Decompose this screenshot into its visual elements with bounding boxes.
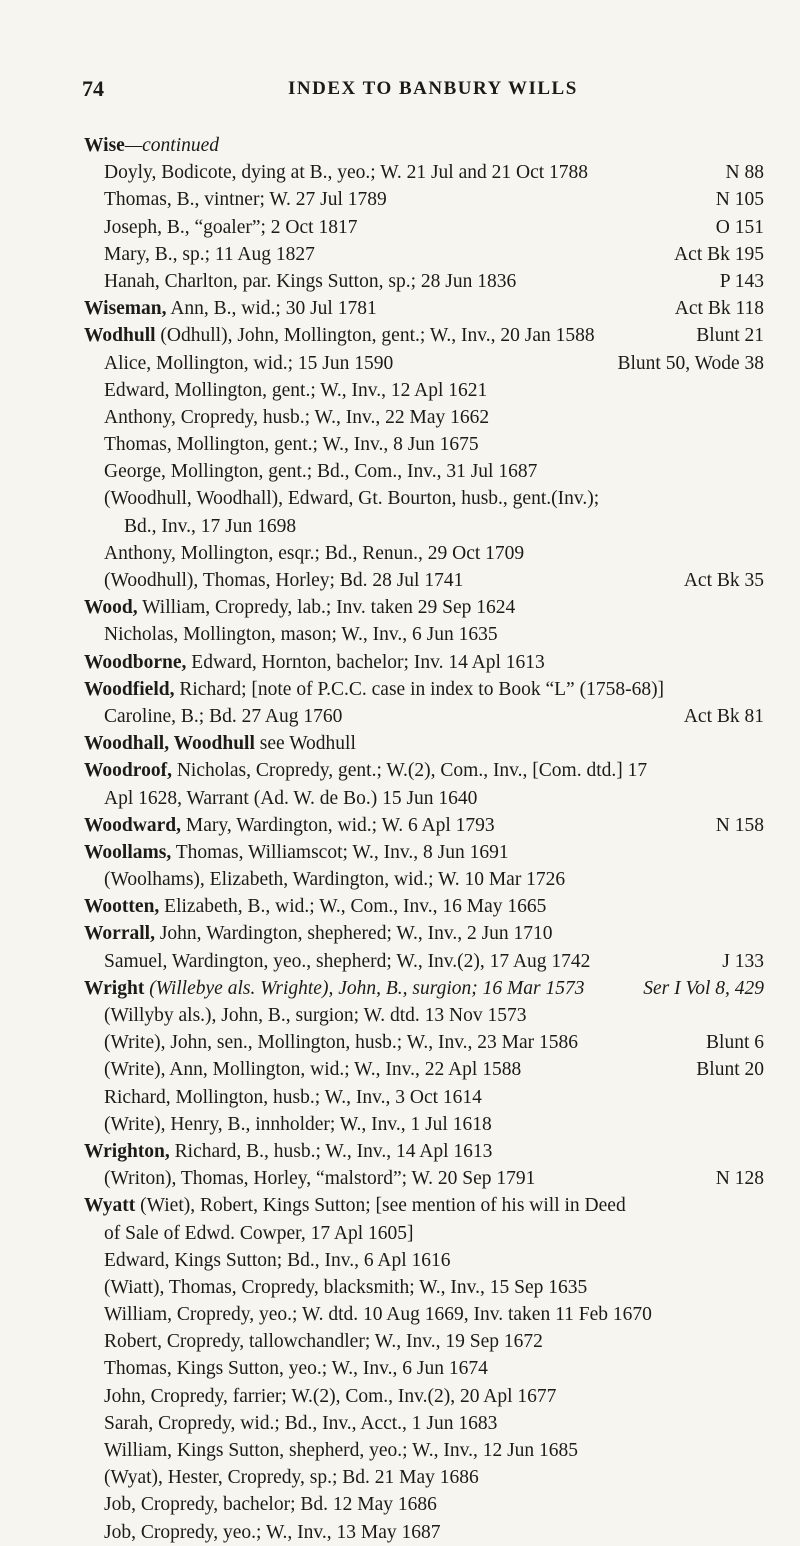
- entry-details: Richard, Mollington, husb.; W., Inv., 3 Oct 1614: [104, 1086, 482, 1108]
- index-entry: [84, 567, 764, 594]
- entry-reference: J 133: [722, 950, 764, 972]
- entry-text: [84, 730, 356, 757]
- entry-surname: Wootten,: [84, 896, 160, 918]
- entry-reference: Ser I Vol 8, 429: [643, 977, 764, 999]
- index-entry: [84, 350, 764, 377]
- entry-reference: N 128: [715, 1168, 764, 1190]
- index-entry: [84, 975, 764, 1002]
- entry-surname: Wiseman,: [84, 298, 167, 320]
- entry-details: George, Mollington, gent.; Bd., Com., Inv., 31 Jul 1687: [104, 461, 538, 483]
- index-entry: [84, 1029, 764, 1056]
- entry-text: [104, 1410, 497, 1437]
- entry-details: Mary, B., sp.; 11 Aug 1827: [104, 243, 315, 265]
- entry-text: [104, 214, 357, 241]
- index-entry: [84, 1301, 764, 1328]
- entry-details: (Woodhull), Thomas, Horley; Bd. 28 Jul 1741: [104, 570, 464, 591]
- index-entry: [84, 1192, 764, 1219]
- entry-details: William, Cropredy, yeo.; W. dtd. 10 Aug 1669, Inv. taken 11 Feb 1670: [104, 1304, 652, 1326]
- index-entry: [84, 404, 764, 431]
- index-entry: [84, 1464, 764, 1491]
- entry-text: [104, 1165, 535, 1192]
- entry-reference: Blunt 50, Wode 38: [617, 352, 764, 374]
- entry-details: Elizabeth, B., wid.; W., Com., Inv., 16 May 1665: [159, 896, 547, 918]
- index-entry: [84, 812, 764, 839]
- entry-text: [84, 322, 595, 349]
- index-entry: [84, 1002, 764, 1029]
- entry-text: [84, 893, 546, 920]
- entry-details: Nicholas, Mollington, mason; W., Inv., 6 Jun 1635: [104, 624, 498, 646]
- entry-text: [104, 1519, 441, 1546]
- entry-text: [104, 1111, 492, 1138]
- index-entry: [84, 1274, 764, 1301]
- entry-text: [124, 513, 296, 540]
- entry-text: [104, 621, 498, 648]
- index-entry: [84, 757, 764, 784]
- entry-details: (Wiet), Robert, Kings Sutton; [see mention of his will in Deed: [135, 1195, 626, 1217]
- entry-text: [104, 268, 516, 295]
- entry-text: [104, 186, 387, 213]
- entry-details: Ann, B., wid.; 30 Jul 1781: [166, 298, 377, 320]
- entry-text: [84, 1192, 626, 1219]
- entry-details: Thomas, Mollington, gent.; W., Inv., 8 Jun 1675: [104, 434, 479, 456]
- index-entry: [84, 1410, 764, 1437]
- entry-details: Alice, Mollington, wid.; 15 Jun 1590: [104, 352, 394, 374]
- index-entry: [84, 948, 764, 975]
- entry-text: [104, 458, 537, 485]
- entry-text: [104, 567, 463, 594]
- entry-surname: Woodroof,: [84, 760, 172, 782]
- entry-text: [104, 431, 479, 458]
- entry-surname: Wood,: [84, 597, 138, 619]
- entry-text: [104, 1301, 652, 1328]
- entry-reference: Act Bk 195: [674, 243, 764, 265]
- entry-surname: Worrall,: [84, 923, 155, 945]
- entry-details: Thomas, B., vintner; W. 27 Jul 1789: [104, 189, 387, 211]
- entry-text: [104, 350, 393, 377]
- entry-text: [84, 676, 664, 703]
- entry-details: (Woodhull, Woodhall), Edward, Gt. Bourton, husb., gent.(Inv.);: [104, 488, 600, 510]
- entry-details: (Willyby als.), John, B., surgion; W. dtd. 13 Nov 1573: [104, 1005, 527, 1026]
- entry-details: Thomas, Williamscot; W., Inv., 8 Jun 1691: [171, 841, 509, 863]
- index-entry: [84, 1220, 764, 1247]
- entry-details: Thomas, Kings Sutton, yeo.; W., Inv., 6 Jun 1674: [104, 1358, 488, 1380]
- page-number: 74: [82, 76, 104, 101]
- index-entry: [84, 893, 764, 920]
- entry-reference: P 143: [719, 270, 764, 292]
- entry-details: Richard; [note of P.C.C. case in index to Book “L” (1758-68)]: [174, 678, 665, 700]
- entry-reference: N 105: [715, 189, 764, 211]
- entry-details: Samuel, Wardington, yeo., shepherd; W., Inv.(2), 17 Aug 1742: [104, 950, 591, 972]
- entry-details: of Sale of Edwd. Cowper, 17 Apl 1605]: [104, 1222, 414, 1244]
- entry-details: Job, Cropredy, bachelor; Bd. 12 May 1686: [104, 1494, 437, 1516]
- index-entry: [84, 186, 764, 213]
- index-entry: [84, 295, 764, 322]
- entry-details: William, Cropredy, lab.; Inv. taken 29 Sep 1624: [137, 597, 516, 619]
- entry-details: —continued: [124, 135, 220, 156]
- index-entry: [84, 485, 764, 512]
- entry-surname: Wright: [84, 977, 145, 999]
- entry-reference: Act Bk 81: [683, 705, 764, 727]
- entry-text: [84, 757, 647, 784]
- entry-text: [84, 594, 515, 621]
- entry-details: Robert, Cropredy, tallowchandler; W., Inv., 19 Sep 1672: [104, 1331, 543, 1353]
- entry-details: Edward, Mollington, gent.; W., Inv., 12 Apl 1621: [104, 379, 488, 401]
- index-entry: [84, 1437, 764, 1464]
- entry-details: Apl 1628, Warrant (Ad. W. de Bo.) 15 Jun 1640: [104, 787, 478, 809]
- entry-text: [104, 377, 487, 404]
- entry-text: [84, 1138, 492, 1165]
- index-entry: [84, 241, 764, 268]
- entry-text: [84, 812, 495, 839]
- entry-details: Edward, Kings Sutton; Bd., Inv., 6 Apl 1616: [104, 1249, 451, 1271]
- index-entry: [84, 839, 764, 866]
- entry-text: [84, 132, 219, 159]
- entry-details: Anthony, Cropredy, husb.; W., Inv., 22 May 1662: [104, 406, 490, 428]
- index-entry: [84, 431, 764, 458]
- entry-text: [104, 1274, 587, 1301]
- entry-reference: Act Bk 118: [674, 298, 764, 320]
- entry-text: [84, 839, 509, 866]
- entry-details: (Woolhams), Elizabeth, Wardington, wid.; W. 10 Mar 1726: [104, 869, 566, 891]
- index-entry: [84, 1383, 764, 1410]
- index-entry: [84, 540, 764, 567]
- entry-text: [104, 241, 315, 268]
- index-entry: [84, 1355, 764, 1382]
- entry-text: [104, 785, 477, 812]
- index-entry: [84, 132, 764, 159]
- entry-details: (Wyat), Hester, Cropredy, sp.; Bd. 21 May 1686: [104, 1467, 479, 1489]
- index-entry: [84, 1247, 764, 1274]
- entry-details: Richard, B., husb.; W., Inv., 14 Apl 1613: [169, 1140, 493, 1162]
- entry-details: (Wiatt), Thomas, Cropredy, blacksmith; W., Inv., 15 Sep 1635: [104, 1276, 588, 1298]
- entry-surname: Wrighton,: [84, 1140, 170, 1162]
- entry-details: Anthony, Mollington, esqr.; Bd., Renun., 29 Oct 1709: [104, 542, 525, 564]
- entry-reference: N 158: [715, 814, 764, 836]
- entry-text: [104, 1355, 488, 1382]
- entry-details: Sarah, Cropredy, wid.; Bd., Inv., Acct., 1 Jun 1683: [104, 1412, 498, 1434]
- entry-details: (Willebye als. Wrighte), John, B., surgion; 16 Mar 1573: [144, 977, 585, 999]
- entry-details: Nicholas, Cropredy, gent.; W.(2), Com., Inv., [Com. dtd.] 17: [171, 760, 648, 782]
- entry-details: (Write), John, sen., Mollington, husb.; W., Inv., 23 Mar 1586: [104, 1032, 579, 1054]
- entry-details: (Write), Henry, B., innholder; W., Inv., 1 Jul 1618: [104, 1113, 492, 1135]
- entry-details: Bd., Inv., 17 Jun 1698: [124, 515, 297, 537]
- index-entry: [84, 703, 764, 730]
- entry-text: [104, 540, 524, 567]
- entry-reference: Act Bk 35: [683, 570, 764, 591]
- entry-text: [104, 866, 565, 893]
- entry-surname: Woollams,: [84, 841, 172, 863]
- entry-details: Caroline, B.; Bd. 27 Aug 1760: [104, 705, 343, 727]
- entry-text: [104, 703, 342, 730]
- index-entry: [84, 649, 764, 676]
- entry-details: see Wodhull: [254, 733, 356, 755]
- entry-text: [104, 1464, 479, 1491]
- entry-surname: Wodhull: [84, 325, 156, 347]
- entry-details: Doyly, Bodicote, dying at B., yeo.; W. 21 Jul and 21 Oct 1788: [104, 162, 589, 184]
- entry-text: [84, 295, 377, 322]
- index-entry: [84, 1138, 764, 1165]
- entry-text: [104, 1029, 578, 1056]
- index-entries: [84, 132, 764, 1546]
- entry-text: [84, 649, 545, 676]
- entry-text: [104, 1491, 437, 1518]
- entry-reference: O 151: [715, 216, 764, 238]
- entry-details: Job, Cropredy, yeo.; W., Inv., 13 May 1687: [104, 1521, 441, 1543]
- entry-text: [104, 1328, 543, 1355]
- entry-surname: Woodborne,: [84, 651, 187, 673]
- index-entry: [84, 621, 764, 648]
- entry-surname: Wise: [84, 135, 125, 156]
- index-entry: [84, 513, 764, 540]
- entry-text: [104, 1056, 521, 1083]
- entry-surname: Woodfield,: [84, 678, 175, 700]
- entry-text: [104, 404, 489, 431]
- index-entry: [84, 214, 764, 241]
- index-entry: [84, 866, 764, 893]
- index-entry: [84, 1519, 764, 1546]
- entry-text: [104, 1437, 578, 1464]
- entry-surname: Woodward,: [84, 814, 181, 836]
- index-entry: [84, 268, 764, 295]
- entry-details: John, Wardington, shephered; W., Inv., 2 Jun 1710: [154, 923, 553, 945]
- entry-details: (Write), Ann, Mollington, wid.; W., Inv., 22 Apl 1588: [104, 1059, 522, 1081]
- entry-text: [84, 975, 584, 1002]
- entry-details: John, Cropredy, farrier; W.(2), Com., Inv.(2), 20 Apl 1677: [104, 1385, 557, 1407]
- entry-details: Edward, Hornton, bachelor; Inv. 14 Apl 1613: [186, 651, 545, 673]
- index-entry: [84, 594, 764, 621]
- entry-details: (Odhull), John, Mollington, gent.; W., Inv., 20 Jan 1588: [155, 325, 595, 347]
- entry-reference: Blunt 6: [706, 1032, 764, 1054]
- entry-reference: Blunt 20: [696, 1059, 764, 1081]
- entry-text: [104, 1247, 451, 1274]
- index-entry: [84, 1111, 764, 1138]
- entry-text: [104, 1084, 482, 1111]
- entry-details: Hanah, Charlton, par. Kings Sutton, sp.; 28 Jun 1836: [104, 270, 517, 292]
- index-entry: [84, 785, 764, 812]
- index-entry: [84, 159, 764, 186]
- entry-text: [104, 1383, 556, 1410]
- entry-surname: Woodhall, Woodhull: [84, 733, 255, 755]
- entry-reference: Blunt 21: [696, 325, 764, 347]
- entry-reference: N 88: [725, 162, 764, 184]
- entry-text: [104, 1002, 526, 1029]
- entry-text: [84, 920, 553, 947]
- index-entry: [84, 458, 764, 485]
- page-header: [82, 76, 760, 106]
- index-entry: [84, 322, 764, 349]
- index-entry: [84, 1328, 764, 1355]
- entry-text: [104, 159, 588, 186]
- entry-details: Joseph, B., “goaler”; 2 Oct 1817: [104, 216, 358, 238]
- index-entry: [84, 920, 764, 947]
- index-entry: [84, 1084, 764, 1111]
- entry-details: William, Kings Sutton, shepherd, yeo.; W., Inv., 12 Jun 1685: [104, 1440, 579, 1461]
- index-entry: [84, 377, 764, 404]
- index-entry: [84, 676, 764, 703]
- entry-text: [104, 1220, 414, 1247]
- index-entry: [84, 1491, 764, 1518]
- entry-details: Mary, Wardington, wid.; W. 6 Apl 1793: [180, 814, 495, 836]
- entry-details: (Writon), Thomas, Horley, “malstord”; W. 20 Sep 1791: [104, 1168, 536, 1190]
- entry-surname: Wyatt: [84, 1195, 136, 1217]
- index-entry: [84, 1165, 764, 1192]
- entry-text: [104, 485, 599, 512]
- running-title: INDEX TO BANBURY WILLS: [288, 78, 578, 99]
- index-entry: [84, 730, 764, 757]
- index-entry: [84, 1056, 764, 1083]
- entry-text: [104, 948, 590, 975]
